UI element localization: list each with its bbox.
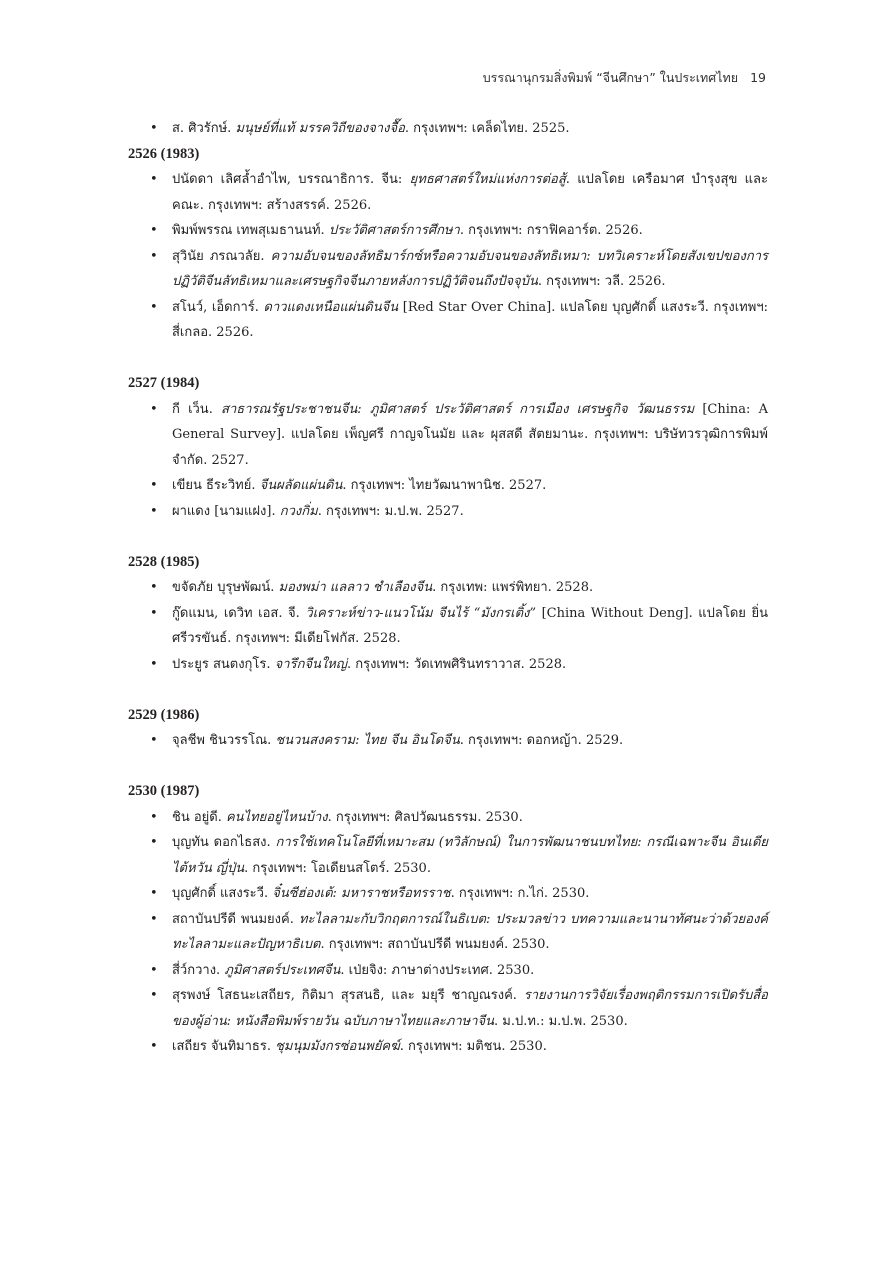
section-spacer bbox=[128, 754, 768, 780]
bullet-icon: • bbox=[150, 733, 158, 748]
bibliography-entry bbox=[128, 499, 768, 525]
year-section bbox=[128, 550, 768, 703]
entry-publication: [China Without Deng]. แปลโดย ยิ่น ศรีวรขันธ์. กรุงเทพฯ: มีเดียโฟกัส. 2528. bbox=[172, 605, 768, 646]
entry-author: ขจัดภัย บุรุษพัฒน์. bbox=[172, 580, 279, 595]
entry-publication: . กรุงเทพฯ: วลี. 2526. bbox=[537, 274, 666, 289]
running-header bbox=[483, 68, 766, 88]
entry-title: กวงกิ่ม bbox=[279, 503, 318, 519]
entry-author: ชิน อยู่ดี. bbox=[172, 809, 226, 825]
bullet-icon: • bbox=[150, 809, 158, 825]
entry-publication: . กรุงเทพฯ: ก.ไก่. 2530. bbox=[450, 886, 590, 901]
entry-title: ประวัติศาสตร์การศึกษา bbox=[328, 223, 460, 238]
entry-title: ทะไลลามะกับวิกฤตการณ์ในธิเบต: ประมวลข่าว บทความและนานาทัศนะว่าด้วยองค์ทะไลลามะและปัญหาธิเบต bbox=[172, 911, 768, 952]
entry-publication: . กรุงเทพฯ: มติชน. 2530. bbox=[399, 1039, 547, 1054]
entry-publication: . กรุงเทพฯ: ไทยวัฒนาพานิช. 2527. bbox=[342, 478, 547, 493]
year-sections bbox=[128, 142, 768, 1060]
entry-author: สี่ว์กวาง. bbox=[172, 962, 225, 978]
bullet-icon: • bbox=[150, 478, 158, 493]
bibliography-content bbox=[128, 116, 768, 1060]
entry-publication: . ม.ป.ท.: ม.ป.พ. 2530. bbox=[494, 1013, 628, 1029]
entry-publication: . กรุงเทพฯ: ม.ป.พ. 2527. bbox=[317, 503, 464, 519]
section-spacer bbox=[128, 346, 768, 372]
entry-author: ส. ศิวรักษ์. bbox=[172, 121, 236, 136]
bullet-icon: • bbox=[150, 911, 158, 927]
bullet-icon: • bbox=[150, 962, 158, 978]
bibliography-entry bbox=[128, 830, 768, 881]
bibliography-entry bbox=[128, 907, 768, 958]
entry-publication: . กรุงเทพฯ: เคล็ดไทย. 2525. bbox=[404, 121, 570, 136]
bibliography-entry bbox=[128, 575, 768, 601]
entry-publication: [China: A General Survey]. แปลโดย เพ็ญศรี กาญจโนมัย และ ผุสสดี สัตยมานะ. กรุงเทพฯ: บริษัทวรวุฒิการพิมพ์ จำกัด. 2527. bbox=[172, 401, 768, 468]
entry-title: มองพม่า แลลาว ชำเลืองจีน bbox=[278, 580, 433, 595]
bibliography-entry bbox=[128, 167, 768, 218]
entry-title: จิ๋นซีฮ่องเต้: มหาราชหรือทรราช bbox=[272, 886, 451, 901]
entry-title: จีนผลัดแผ่นดิน bbox=[259, 478, 343, 493]
year-heading: 2529 (1986) bbox=[128, 706, 200, 723]
entry-author: สโนว์, เอ็ดการ์. bbox=[172, 299, 264, 315]
bullet-icon: • bbox=[150, 503, 158, 519]
entry-publication: . กรุงเทพฯ: ศิลปวัฒนธรรม. 2530. bbox=[327, 809, 523, 825]
year-section bbox=[128, 779, 768, 1060]
entry-title: สาธารณรัฐประชาชนจีน: ภูมิศาสตร์ ประวัติศาสตร์ การเมือง เศรษฐกิจ วัฒนธรรม bbox=[221, 401, 695, 417]
section-spacer bbox=[128, 524, 768, 550]
bibliography-entry bbox=[128, 601, 768, 652]
entry-list bbox=[128, 575, 768, 677]
entry-author: ปนัดดา เลิศล้ำอำไพ, บรรณาธิการ. จีน: bbox=[172, 172, 410, 187]
entry-title: คนไทยอยู่ไหนบ้าง bbox=[225, 809, 328, 825]
entry-title: มนุษย์ที่แท้ มรรควิถีของจางจื๊อ bbox=[235, 121, 405, 136]
entry-author: พิมพ์พรรณ เทพสุเมธานนท์. bbox=[172, 223, 329, 238]
entry-publication: . เป่ยจิง: ภาษาต่างประเทศ. 2530. bbox=[340, 962, 535, 978]
bullet-icon: • bbox=[150, 605, 158, 621]
entry-publication: . กรุงเทพฯ: วัดเทพศิรินทราวาส. 2528. bbox=[346, 656, 567, 672]
bullet-icon: • bbox=[150, 248, 158, 264]
year-heading: 2530 (1987) bbox=[128, 783, 200, 799]
bibliography-entry bbox=[128, 983, 768, 1034]
bullet-icon: • bbox=[150, 835, 158, 850]
entry-list bbox=[128, 728, 768, 754]
entry-publication: . กรุงเทพฯ: สถาบันปรีดี พนมยงค์. 2530. bbox=[320, 937, 550, 952]
entry-title: ชนวนสงคราม: ไทย จีน อินโดจีน bbox=[275, 733, 460, 748]
page-number: 19 bbox=[750, 70, 766, 85]
year-heading: 2526 (1983) bbox=[128, 145, 200, 162]
entry-title: การใช้เทคโนโลยีที่เหมาะสม (ทวิลักษณ์) ในการพัฒนาชนบทไทย: กรณีเฉพาะจีน อินเดีย ไต้หวัน ญี่ปุ่น bbox=[172, 835, 769, 876]
entry-author: เขียน ธีระวิทย์. bbox=[172, 478, 260, 493]
bibliography-entry bbox=[128, 295, 768, 346]
entry-title: ชุมนุมมังกรซ่อนพยัคฆ์ bbox=[275, 1039, 400, 1054]
section-spacer bbox=[128, 677, 768, 703]
entry-title: รายงานการวิจัยเรื่องพฤติกรรมการเปิดรับสื่อของผู้อ่าน: หนังสือพิมพ์รายวัน ฉบับภาษาไทยและภาษาจีน bbox=[172, 988, 768, 1029]
bibliography-entry bbox=[128, 218, 768, 244]
bibliography-entry bbox=[128, 805, 768, 831]
bibliography-entry bbox=[128, 116, 768, 142]
year-section bbox=[128, 371, 768, 550]
bullet-icon: • bbox=[150, 656, 158, 672]
entry-publication: [Red Star Over China]. แปลโดย บุญศักดิ์ แสงระวี. กรุงเทพฯ: สี่เกลอ. 2526. bbox=[172, 299, 768, 340]
year-heading: 2527 (1984) bbox=[128, 375, 200, 391]
entry-publication: . กรุงเทพ: แพร่พิทยา. 2528. bbox=[432, 580, 594, 595]
bibliography-entry bbox=[128, 473, 768, 499]
bibliography-entry bbox=[128, 881, 768, 907]
entry-title: ความอับจนของลัทธิมาร์กซ์หรือความอับจนของลัทธิเหมา: บทวิเคราะห์โดยสังเขปของการปฏิวัติจีนลัทธิเหมาและเศรษฐกิจจีนภายหลังการปฏิวัติจนถึงปัจจุบัน bbox=[172, 248, 768, 289]
bibliography-entry bbox=[128, 728, 768, 754]
entry-publication: . แปลโดย เครือมาศ บำรุงสุข และคณะ. กรุงเทพฯ: สร้างสรรค์. 2526. bbox=[172, 172, 768, 213]
entry-publication: . กรุงเทพฯ: โอเดียนสโตร์. 2530. bbox=[244, 860, 431, 876]
entry-title: ภูมิศาสตร์ประเทศจีน bbox=[224, 962, 341, 978]
bullet-icon: • bbox=[150, 223, 158, 238]
bullet-icon: • bbox=[150, 1039, 158, 1054]
entry-title: วิเคราะห์ข่าว-แนวโน้ม จีนไร้ “มังกรเติ้ง” bbox=[305, 605, 537, 621]
entry-author: บุญทัน ดอกไธสง. bbox=[172, 835, 276, 850]
entry-list bbox=[128, 805, 768, 1060]
entry-author: กี เว็น. bbox=[172, 401, 222, 417]
running-title: บรรณานุกรมสิ่งพิมพ์ “จีนศึกษา” ในประเทศไทย bbox=[482, 70, 739, 85]
year-section bbox=[128, 142, 768, 372]
bullet-icon: • bbox=[150, 172, 158, 187]
bullet-icon: • bbox=[150, 401, 158, 417]
bullet-icon: • bbox=[150, 299, 158, 315]
entry-author: กู๊ดแมน, เดวิท เอส. จี. bbox=[172, 605, 306, 621]
entry-list bbox=[128, 397, 768, 525]
entry-author: เสถียร จันทิมาธร. bbox=[172, 1039, 276, 1054]
bibliography-entry bbox=[128, 244, 768, 295]
bibliography-entry bbox=[128, 652, 768, 678]
intro-entry-list bbox=[128, 116, 768, 142]
bullet-icon: • bbox=[150, 121, 158, 136]
entry-title: ดาวแดงเหนือแผ่นดินจีน bbox=[263, 299, 399, 315]
entry-author: สุวินัย ภรณวลัย. bbox=[172, 248, 271, 264]
year-heading: 2528 (1985) bbox=[128, 553, 200, 570]
entry-author: สุรพงษ์ โสธนะเสถียร, กิติมา สุรสนธิ, และ มยุรี ชาญณรงค์. bbox=[172, 988, 524, 1003]
entry-author: จุลชีพ ชินวรรโณ. bbox=[172, 733, 276, 748]
bullet-icon: • bbox=[150, 988, 158, 1003]
bibliography-entry bbox=[128, 1034, 768, 1060]
entry-author: ประยูร สนตงกุโร. bbox=[172, 656, 275, 672]
entry-publication: . กรุงเทพฯ: กราฟิคอาร์ต. 2526. bbox=[459, 223, 643, 238]
bibliography-entry bbox=[128, 397, 768, 474]
entry-title: ยุทธศาสตร์ใหม่แห่งการต่อสู้ bbox=[409, 172, 566, 187]
bullet-icon: • bbox=[150, 886, 158, 901]
entry-author: ผาแดง [นามแฝง]. bbox=[172, 503, 280, 519]
year-section bbox=[128, 703, 768, 780]
bullet-icon: • bbox=[150, 580, 158, 595]
entry-author: บุญศักดิ์ แสงระวี. bbox=[172, 886, 273, 901]
bibliography-entry bbox=[128, 958, 768, 984]
entry-title: จารึกจีนใหญ่ bbox=[274, 656, 347, 672]
entry-publication: . กรุงเทพฯ: ดอกหญ้า. 2529. bbox=[459, 733, 624, 748]
entry-author: สถาบันปรีดี พนมยงค์. bbox=[172, 911, 299, 927]
entry-list bbox=[128, 167, 768, 346]
